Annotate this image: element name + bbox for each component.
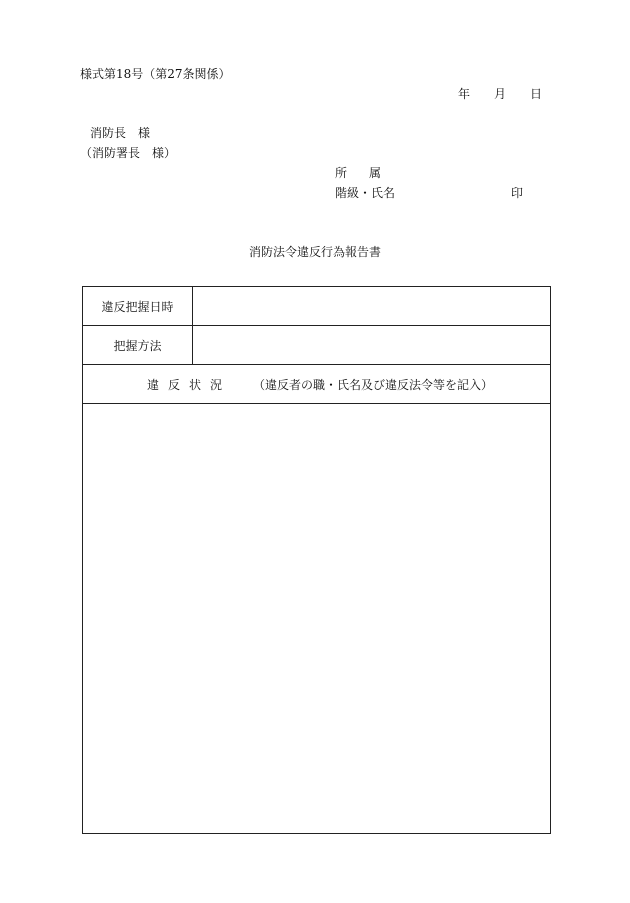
violation-datetime-field[interactable] xyxy=(193,287,550,325)
detection-method-label: 把握方法 xyxy=(83,326,193,364)
form-number: 様式第18号（第27条関係） xyxy=(80,67,231,81)
seal-mark: 印 xyxy=(511,186,524,200)
table-row-violation-header xyxy=(83,365,550,404)
report-table xyxy=(82,286,551,834)
violation-header-cell xyxy=(83,365,550,403)
violation-status-heading: 違反状況 xyxy=(147,377,232,392)
table-row-violation-details xyxy=(83,404,550,833)
detection-method-field[interactable] xyxy=(193,326,550,364)
rank-name-label: 階級・氏名 xyxy=(335,186,396,200)
affiliation-label-part-2: 属 xyxy=(369,166,382,180)
recipient-station-chief: （消防署長 様） xyxy=(80,146,177,160)
date-month-label: 月 xyxy=(494,87,507,101)
date-year-label: 年 xyxy=(458,87,471,101)
date-line xyxy=(458,87,542,101)
date-day-label: 日 xyxy=(530,87,543,101)
document-title: 消防法令違反行為報告書 xyxy=(248,245,381,259)
violation-datetime-label: 違反把握日時 xyxy=(83,287,193,325)
violation-details-field[interactable] xyxy=(83,404,550,833)
affiliation-label-part-1: 所 xyxy=(335,166,348,180)
table-row-detection-method xyxy=(83,326,550,365)
violation-status-note: （違反者の職・氏名及び違反法令等を記入） xyxy=(253,377,494,392)
affiliation-label xyxy=(335,166,381,180)
recipient-fire-chief: 消防長 様 xyxy=(90,126,151,140)
table-row-violation-datetime xyxy=(83,287,550,326)
